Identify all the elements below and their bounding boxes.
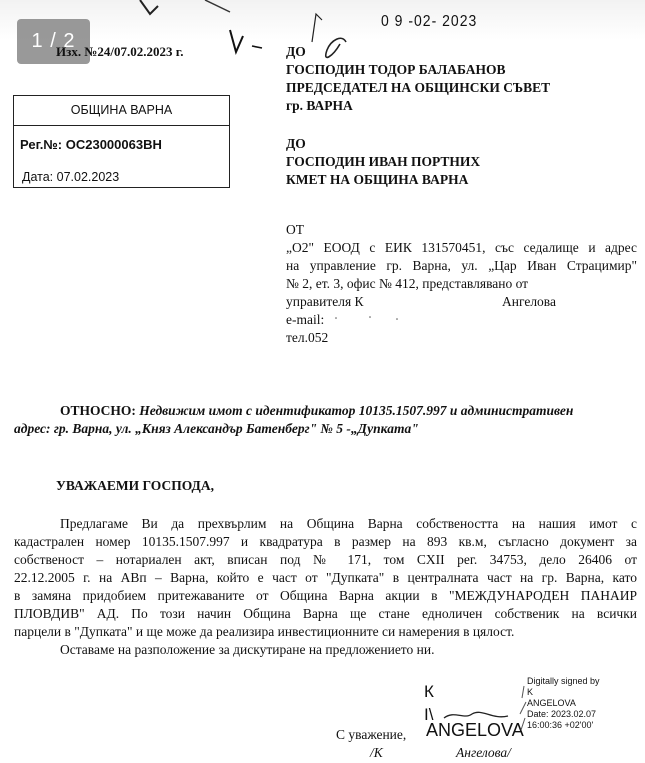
body-line: 22.12.2005 г. на АВп – Варна, който е част от "Дупката" в централната част на гр. Варна, като [14, 570, 637, 585]
recipient2-title: КМЕТ НА ОБЩИНА ВАРНА [286, 172, 469, 187]
recipient2-name: ГОСПОДИН ИВАН ПОРТНИХ [286, 154, 481, 169]
subject-label: ОТНОСНО: [60, 403, 136, 418]
digital-signature-line: K [527, 687, 534, 697]
signature-name: ANGELOVA [426, 720, 524, 740]
salutation: УВАЖАЕМИ ГОСПОДА, [56, 478, 214, 493]
signature-letter: I\ [424, 705, 434, 724]
sender-line: № 2, ет. 3, офис № 412, представлявано от [286, 276, 529, 291]
signature-letter: К [424, 682, 434, 701]
sender-line: на управление гр. Варна, ул. „Цар Иван Страцимир" [286, 258, 637, 273]
body-line: парцели в "Дупката" и ще може да реализира инвестиционните си намерения в цялост. [14, 624, 515, 639]
body-line: в замяна придобием притежаваните от Община Варна акции в "МЕЖДУНАРОДЕН ПАНАИР [14, 588, 637, 603]
recipient1-to: ДО [286, 44, 306, 59]
registry-office: ОБЩИНА ВАРНА [70, 103, 173, 117]
subject-text-2: адрес: гр. Варна, ул. „Княз Александър Батенберг" № 5 -„Дупката" [14, 421, 419, 436]
registration-date: Дата: 07.02.2023 [22, 170, 120, 184]
digital-signature-marks [516, 684, 530, 744]
respect-closing: С уважение, [336, 727, 407, 742]
registration-box [13, 95, 230, 188]
recipient1-name: ГОСПОДИН ТОДОР БАЛАБАНОВ [286, 62, 506, 77]
digital-signature-line: ANGELOVA [527, 698, 576, 708]
recipient1-city: гр. ВАРНА [286, 98, 353, 113]
body-line: собственост – нотариален акт, вписан под № 171, том CXII рег. 34753, дело 26406 от [14, 552, 637, 567]
page-indicator: 1 / 2 [17, 19, 90, 64]
recipient2-to: ДО [286, 136, 306, 151]
manager-surname: Ангелова [502, 294, 556, 309]
phone-label: тел.052 [286, 330, 329, 345]
digital-signature-line: Digitally signed by [527, 676, 600, 686]
body-line: кадастрален номер 10135.1507.997 и квадратура в размер на 893 кв.м, съгласно документ за [14, 534, 637, 549]
body-line: ПЛОВДИВ" АД. По този начин Община Варна ще стане едноличен собственик на всички [14, 606, 637, 621]
printed-surname: Ангелова/ [456, 745, 511, 760]
sender-from: ОТ [286, 222, 304, 237]
digital-signature-line: Date: 2023.02.07 [527, 709, 597, 719]
sender-line: „О2" ЕООД с ЕИК 131570451, със седалище и адрес [286, 240, 637, 255]
recipient1-title: ПРЕДСЕДАТЕЛ НА ОБЩИНСКИ СЪВЕТ [286, 80, 551, 95]
box-divider [14, 125, 229, 126]
email-label: e-mail: [286, 312, 325, 327]
manager-label: управителя К [286, 294, 364, 309]
subject-line-1 [60, 403, 573, 419]
registration-number: Рег.№: ОС23000063ВН [20, 137, 162, 152]
digital-signature-line: 16:00:36 +02'00' [527, 720, 594, 730]
body-line: Предлагаме Ви да прехвърлим на Община Варна собствеността на нашия имот с [60, 516, 637, 531]
subject-text-1: Недвижим имот с идентификатор 10135.1507.997 и административен [139, 403, 574, 418]
outgoing-ref: Изх. №24/07.02.2023 г. [56, 44, 184, 59]
closing-line: Оставаме на разположение за дискутиране на предложението ни. [60, 642, 435, 657]
digital-signature [527, 676, 600, 731]
printed-initial: /К [370, 745, 383, 760]
redaction-residue [330, 314, 410, 324]
received-stamp-date: 0 9 -02- 2023 [381, 10, 478, 30]
